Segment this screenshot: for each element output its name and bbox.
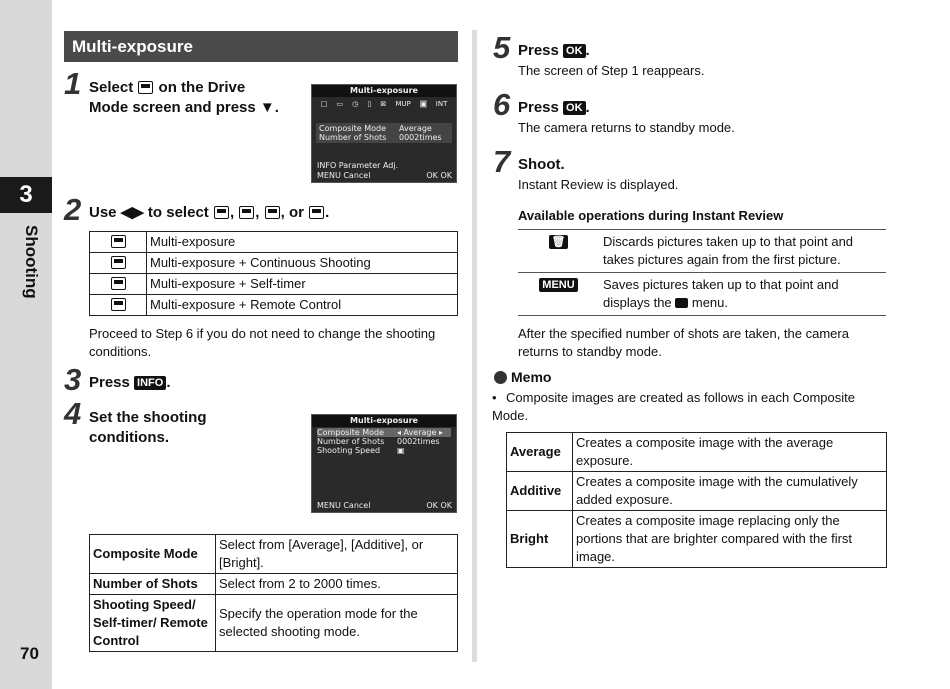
table-row [507,511,887,568]
mode-icon-cell [90,274,147,295]
remote-icon: ▯ [367,100,372,108]
lcd1-info-label: INFO Parameter Adj. [317,161,399,170]
step-5-end: . [585,42,590,59]
mode-label: Multi-exposure + Self-timer [147,274,458,295]
table-row [90,253,458,274]
interval-icon: INT [435,100,448,108]
lcd2-row [317,437,451,446]
mode-icon-cell [90,232,147,253]
lcd2-row [317,446,451,455]
step-6-text-a: Press [518,99,564,116]
lcd1-menu-label: MENU Cancel [317,171,371,180]
table-row [90,274,458,295]
step-7-text: Shoot. [518,156,565,173]
multi-exposure-icon [214,206,229,219]
trash-icon: 🗑 [549,235,569,249]
multi-remote-icon [309,206,324,219]
step-2-text [89,203,459,223]
step-1-text-c: Mode screen and press ▼. [89,99,279,116]
lcd1-row [319,124,449,133]
step-2-number: 2 [64,192,82,227]
section-title: Multi-exposure [64,31,458,62]
ok-button-icon: OK [563,101,586,115]
setting-desc: Specify the operation mode for the selected shooting mode. [216,595,458,652]
mode-label: Multi-exposure + Continuous Shooting [147,253,458,274]
lcd2-ok-label: OK OK [426,501,452,510]
page-number: 70 [20,644,39,663]
step-6-end: . [585,99,590,116]
lcd2-row-value: ◂ Average ▸ [397,428,443,437]
lcd2-row [317,428,451,437]
review-ops-table [518,229,886,316]
memo-heading [494,369,551,385]
table-row [90,232,458,253]
composite-mode-table [506,432,887,568]
table-row [507,433,887,472]
memo-bullet: • Composite images are created as follows in each Composite Mode. [492,390,856,423]
step-7-desc: Instant Review is displayed. [518,177,679,192]
step-4-text [89,408,289,448]
table-row [518,273,886,316]
lcd2-row-value: 0002times [397,437,440,446]
multi-continuous-icon [111,256,126,269]
multi-exposure-icon [138,81,153,94]
chapter-label-box [7,225,47,305]
step-2-end: . [325,204,330,221]
step-2-sep: , [255,204,264,221]
multi-continuous-icon [239,206,254,219]
step-2-sep: , [229,204,239,221]
lcd1-sub-icons [312,111,456,121]
step-3-text-a: Press [89,374,135,391]
step-2-sep: , or [280,204,309,221]
composite-name: Average [507,433,573,472]
op-key-cell [518,273,599,316]
composite-name: Bright [507,511,573,568]
memo-title: Memo [511,369,552,385]
ok-button-icon: OK [563,44,586,58]
setting-name: Number of Shots [90,574,216,595]
step-5-desc: The screen of Step 1 reappears. [518,63,705,78]
lcd2-row-key: Shooting Speed [317,446,381,455]
step-2-text-a: Use ◀▶ to select [89,204,213,221]
step-5-text-a: Press [518,42,564,59]
bracket-icon: ⊠ [380,100,387,108]
step-7-number: 7 [493,144,511,179]
lcd1-row-key: Number of Shots [319,133,387,142]
review-heading: Available operations during Instant Review [518,208,784,223]
memo-pencil-icon [494,371,507,384]
lcd2-menu-label: MENU Cancel [317,501,371,510]
step-1-text [89,78,309,118]
continuous-icon: ▭ [336,100,343,108]
step-5-number: 5 [493,30,511,65]
composite-name: Additive [507,472,573,511]
step-3-end: . [166,374,171,391]
step-1-number: 1 [64,66,82,101]
mode-label: Multi-exposure + Remote Control [147,295,458,316]
mode-icon-cell [90,253,147,274]
lcd2-row-value: ▣ [397,446,405,455]
lcd1-row-value: Average [399,124,432,133]
step-4-number: 4 [64,396,82,431]
lcd-screen-2 [311,414,457,513]
lcd1-icon-row [312,97,456,111]
op-key-cell [518,230,599,273]
drive-mode-table [89,231,458,316]
table-row [518,230,886,273]
table-row [90,535,458,574]
lcd1-settings [316,123,452,143]
table-row [90,595,458,652]
step-6-text [518,98,590,118]
multi-self-timer-icon [265,206,280,219]
settings-table [89,534,458,652]
step-4-line-1: Set the shooting [89,409,207,426]
lcd1-row [319,133,449,142]
setting-name: Shooting Speed/ Self-timer/ Remote Control [90,595,216,652]
step-5-text [518,41,590,61]
setting-desc: Select from 2 to 2000 times. [216,574,458,595]
step-4-line-2: conditions. [89,429,169,446]
info-button-icon: INFO [134,376,166,390]
chapter-number: 3 [0,177,52,213]
chapter-sidebar [0,0,52,689]
lcd1-row-key: Composite Mode [319,124,387,133]
menu-button-icon: MENU [539,278,577,292]
op-desc-b: menu. [688,295,729,310]
lcd1-ok-label: OK OK [426,171,452,180]
chapter-label: Shooting [22,225,41,299]
multi-remote-icon [111,298,126,311]
op-desc [599,273,886,316]
lcd-screen-1 [311,84,457,183]
camera-icon [675,298,688,308]
composite-desc: Creates a composite image with the cumulatively added exposure. [573,472,887,511]
mode-label: Multi-exposure [147,232,458,253]
composite-desc: Creates a composite image with the average exposure. [573,433,887,472]
multi-exposure-mode-icon: ▣ [420,100,427,108]
lcd1-row-value: 0002times [399,133,442,142]
lcd2-title: Multi-exposure [312,415,456,427]
step-1-text-b: on the Drive [154,79,246,96]
op-desc: Discards pictures taken up to that point and takes pictures again from the first picture. [599,230,886,273]
multi-exposure-icon [111,235,126,248]
lcd1-title: Multi-exposure [312,85,456,97]
step-1-text-a: Select [89,79,138,96]
table-row [90,295,458,316]
step-2-note: Proceed to Step 6 if you do not need to change the shooting conditions. [89,326,436,359]
mode-icon-cell [90,295,147,316]
table-row [507,472,887,511]
composite-desc: Creates a composite image replacing only the portions that are brighter compared with the first image. [573,511,887,568]
review-after: After the specified number of shots are taken, the camera returns to standby mode. [518,326,849,359]
table-row [90,574,458,595]
mirror-up-icon: MUP [395,100,411,108]
memo-bullet-text: Composite images are created as follows in each Composite Mode. [492,390,856,423]
lcd2-settings [312,427,456,456]
step-6-number: 6 [493,87,511,122]
lcd2-row-key: Composite Mode [317,428,385,437]
step-3-text [89,373,171,393]
setting-name: Composite Mode [90,535,216,574]
lcd2-row-key: Number of Shots [317,437,385,446]
column-divider [472,30,477,662]
setting-desc: Select from [Average], [Additive], or [Bright]. [216,535,458,574]
single-frame-icon: □ [320,100,328,108]
self-timer-icon: ◷ [352,100,359,108]
multi-self-timer-icon [111,277,126,290]
step-3-number: 3 [64,362,82,397]
op-desc-a: Saves pictures taken up to that point and displays the [603,277,839,310]
step-6-desc: The camera returns to standby mode. [518,120,735,135]
